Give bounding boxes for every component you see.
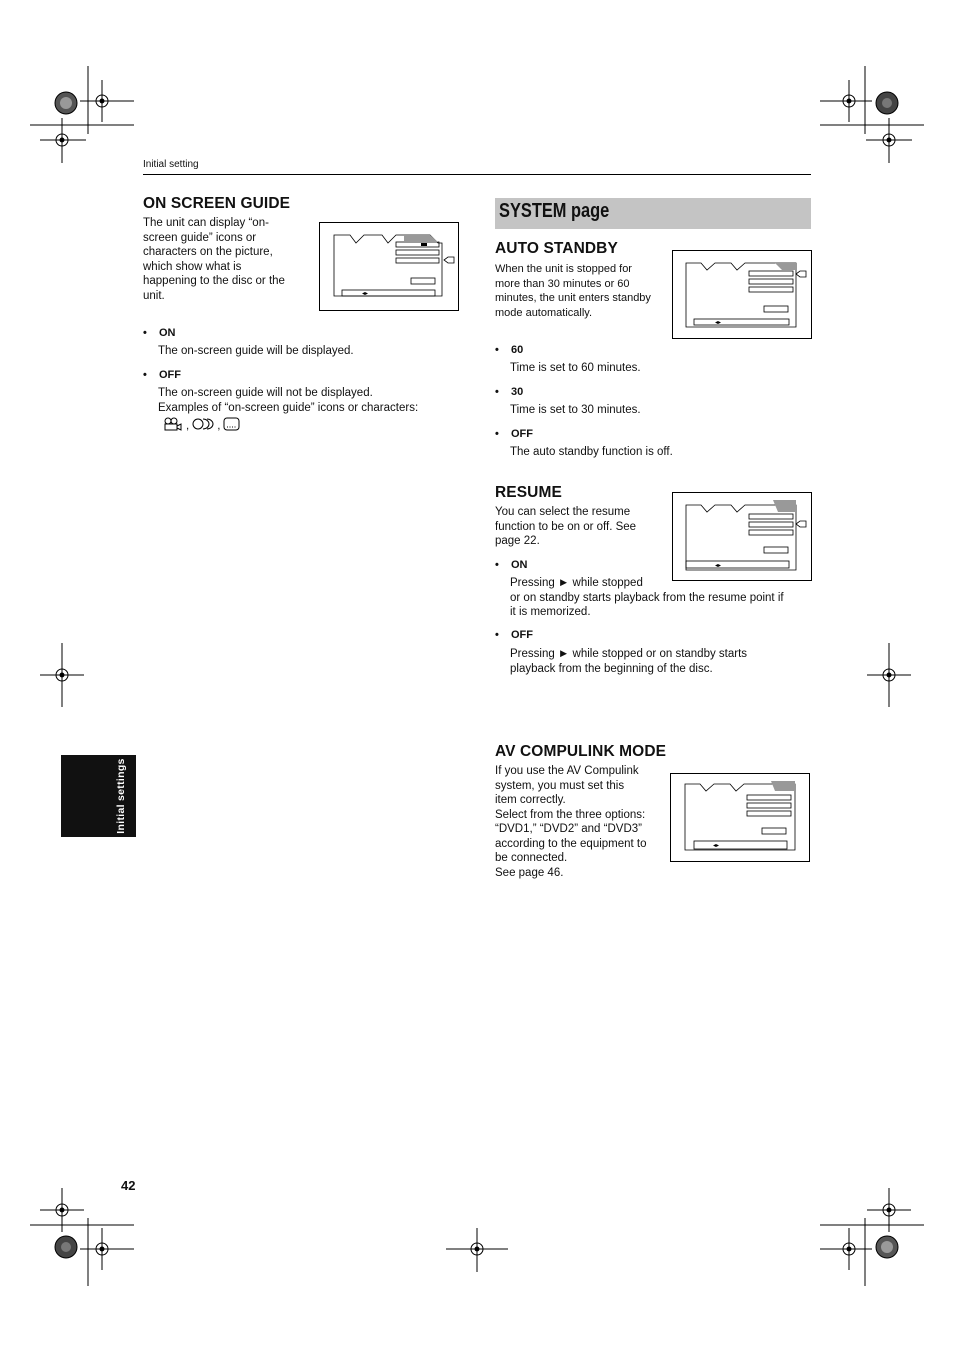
option-30: • 30 — [495, 386, 524, 398]
camera-angle-icon — [163, 417, 183, 432]
audio-icon — [192, 417, 214, 432]
system-page-title: SYSTEM page — [499, 200, 610, 222]
option-off-standby-description: The auto standby function is off. — [510, 446, 673, 458]
option-60-description: Time is set to 60 minutes. — [510, 362, 641, 374]
option-resume-on-description: Pressing ► while stopped or on standby starts playback from the resume point if it is memorized. — [510, 577, 784, 618]
option-resume-on: • ON — [495, 559, 528, 571]
example-icons-row — [163, 416, 241, 432]
auto-standby-menu-diagram — [672, 250, 812, 339]
svg-text:◂▸: ◂▸ — [362, 291, 369, 297]
option-resume-off: • OFF — [495, 629, 533, 641]
subtitle-icon — [223, 417, 241, 432]
on-screen-guide-intro: The unit can display “on- screen guide” icons or characters on the picture, which show what is happening to the disc or the unit. — [143, 217, 285, 302]
svg-text:◂▸: ◂▸ — [715, 563, 722, 569]
resume-heading: RESUME — [495, 484, 562, 501]
av-compulink-intro: If you use the AV Compulink system, you must set this item correctly. Select from the three options: “DVD1,” “DVD2” and “DVD3” according to the equipment to be connected. See page 46. — [495, 765, 647, 879]
auto-standby-heading: AUTO STANDBY — [495, 240, 618, 257]
option-off: • OFF — [143, 369, 181, 381]
resume-intro: You can select the resume function to be on or off. See page 22. — [495, 506, 637, 547]
option-60: • 60 — [495, 344, 524, 356]
page-number: 42 — [121, 1178, 136, 1193]
separator: , — [186, 420, 190, 432]
av-compulink-heading: AV COMPULINK MODE — [495, 743, 667, 760]
option-off-description: The on-screen guide will not be displayed. Examples of “on-screen guide” icons or characters: — [158, 387, 419, 414]
on-screen-guide-heading: ON SCREEN GUIDE — [143, 195, 291, 212]
option-on-description: The on-screen guide will be displayed. — [158, 345, 354, 357]
svg-text:◂▸: ◂▸ — [715, 320, 722, 326]
section-header: Initial setting — [143, 159, 199, 170]
option-off-standby: • OFF — [495, 428, 533, 440]
header-rule — [143, 174, 811, 175]
svg-text:◂▸: ◂▸ — [713, 843, 720, 849]
resume-menu-diagram — [672, 492, 812, 581]
on-screen-guide-menu-diagram — [319, 222, 459, 311]
separator: , — [217, 420, 221, 432]
option-resume-off-description: Pressing ► while stopped or on standby starts playback from the beginning of the disc. — [510, 648, 748, 675]
auto-standby-intro: When the unit is stopped for more than 30 minutes or 60 minutes, the unit enters standby mode automatically. — [495, 263, 651, 319]
side-tab-label: Initial settings — [115, 758, 127, 834]
option-on: • ON — [143, 327, 176, 339]
option-30-description: Time is set to 30 minutes. — [510, 404, 641, 416]
av-compulink-menu-diagram — [670, 773, 810, 862]
